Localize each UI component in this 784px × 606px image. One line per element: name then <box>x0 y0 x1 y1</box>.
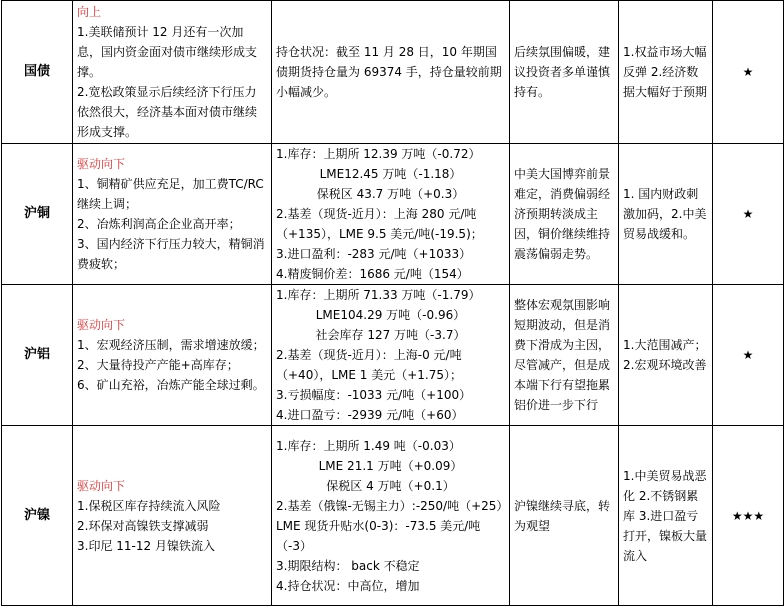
data-line: 1.库存：上期所 12.39 万吨（-0.72） <box>276 147 481 161</box>
table-row <box>2 144 784 285</box>
star-rating: ★ <box>713 1 784 144</box>
risk-cell: 1.权益市场大幅反弹 2.经济数据大幅好于预期 <box>619 1 713 144</box>
drivers-cell <box>73 285 272 426</box>
drivers-cell <box>73 144 272 285</box>
data-line: 社会库存 127 万吨（-3.7） <box>315 328 466 342</box>
data-cell <box>272 426 510 606</box>
driver-line: 3.印尼 11-12 月镍铁流入 <box>77 538 215 553</box>
commodity-outlook-table <box>1 0 784 606</box>
view-cell: 整体宏观氛围影响短期波动，但是消费下滑成为主因，尽管减产，但是成本端下行有望拖累铝价进一步下行 <box>510 285 619 426</box>
driver-line: 2.宽松政策显示后续经济下行压力依然很大，经济基本面对债市继续形成支撑。 <box>77 85 258 139</box>
driver-line: 2、大量待投产产能+高库存； <box>77 358 239 372</box>
risk-cell: 1.大范围减产；2.宏观环境改善 <box>619 285 713 426</box>
data-line: 3.期限结构： back 不稳定 <box>276 558 420 573</box>
direction-label: 向上 <box>77 5 102 19</box>
drivers-cell <box>73 1 272 144</box>
direction-label: 驱动向下 <box>77 157 126 171</box>
driver-line: 2、冶炼利润高企企业高开率； <box>77 217 241 231</box>
data-line: 2.基差（现货-近月）：上海 280 元/吨（+135），LME 9.5 美元/吨(-19.5)； <box>276 207 483 241</box>
table-row <box>2 285 784 426</box>
view-cell: 沪镍继续寻底，转为观望 <box>510 426 619 606</box>
drivers-cell <box>73 426 272 606</box>
data-cell <box>272 1 510 144</box>
data-line: 4.进口盈亏：-2939 元/吨（+60） <box>276 408 464 422</box>
view-cell: 后续氛围偏暖，建议投资者多单谨慎持有。 <box>510 1 619 144</box>
driver-line: 1.美联储预计 12 月还有一次加息，国内资金面对债市继续形成支撑。 <box>77 25 258 79</box>
driver-line: 1.保税区库存持续流入风险 <box>77 498 221 513</box>
data-line: LME104.29 万吨（-0.96） <box>315 308 466 322</box>
commodity-name: 国债 <box>2 1 73 144</box>
star-rating: ★ <box>713 144 784 285</box>
risk-cell: 1.中美贸易战恶化 2.不锈钢累库 3.进口盈亏打开，镍板大量流入 <box>619 426 713 606</box>
direction-label: 驱动向下 <box>77 318 126 332</box>
data-line: 3.亏损幅度：-1033 元/吨（+100） <box>276 388 472 402</box>
driver-line: 3、国内经济下行压力较大，精铜消费疲软； <box>77 237 265 271</box>
commodity-name: 沪铜 <box>2 144 73 285</box>
data-line: 1.库存：上期所 71.33 万吨（-1.79） <box>276 288 481 302</box>
data-cell <box>272 285 510 426</box>
data-line: 4.持仓状况：中高位，增加 <box>276 578 420 593</box>
table-row <box>2 426 784 606</box>
table-row <box>2 1 784 144</box>
commodity-name: 沪铝 <box>2 285 73 426</box>
direction-label: 驱动向下 <box>77 478 126 493</box>
view-cell: 中美大国博弈前景难定，消费偏弱经济预期转淡成主因，铜价继续维持震荡偏弱走势。 <box>510 144 619 285</box>
driver-line: 1、宏观经济压制，需求增速放缓； <box>77 338 265 352</box>
data-line: 1.库存：上期所 1.49 吨（-0.03） <box>276 438 461 453</box>
data-line: 3.进口盈利：-283 元/吨（+1033） <box>276 247 472 261</box>
commodity-name: 沪镍 <box>2 426 73 606</box>
data-cell <box>272 144 510 285</box>
star-rating: ★★★ <box>713 426 784 606</box>
data-line: 4.精废铜价差：1686 元/吨（154） <box>276 267 469 281</box>
driver-line: 1、铜精矿供应充足，加工费TC/RC 继续上调； <box>77 177 264 211</box>
risk-cell: 1. 国内财政刺激加码，2.中美贸易战缓和。 <box>619 144 713 285</box>
star-rating: ★ <box>713 285 784 426</box>
data-line: LME 现货升贴水(0-3)：-73.5 美元/吨（-3） <box>276 518 481 553</box>
driver-line: 6、矿山充裕，冶炼产能全球过剩。 <box>77 378 265 392</box>
data-line: LME12.45 万吨（-1.18） <box>319 167 462 181</box>
data-line: 2.基差（现货-近月）：上海-0 元/吨（+40），LME 1 美元（+1.75）； <box>276 348 462 382</box>
data-line: LME 21.1 万吨（+0.09） <box>318 458 463 473</box>
data-line: 保税区 4 万吨（+0.1） <box>326 478 455 493</box>
data-line: 保税区 43.7 万吨（+0.3） <box>316 187 465 201</box>
driver-line: 2.环保对高镍铁支撑减弱 <box>77 518 209 533</box>
data-line: 持仓状况：截至 11 月 28 日，10 年期国债期货持仓量为 69374 手，持仓量较前期小幅减少。 <box>276 45 502 99</box>
data-line: 2.基差（俄镍-无锡主力）:-250/吨（+25） <box>276 498 509 513</box>
